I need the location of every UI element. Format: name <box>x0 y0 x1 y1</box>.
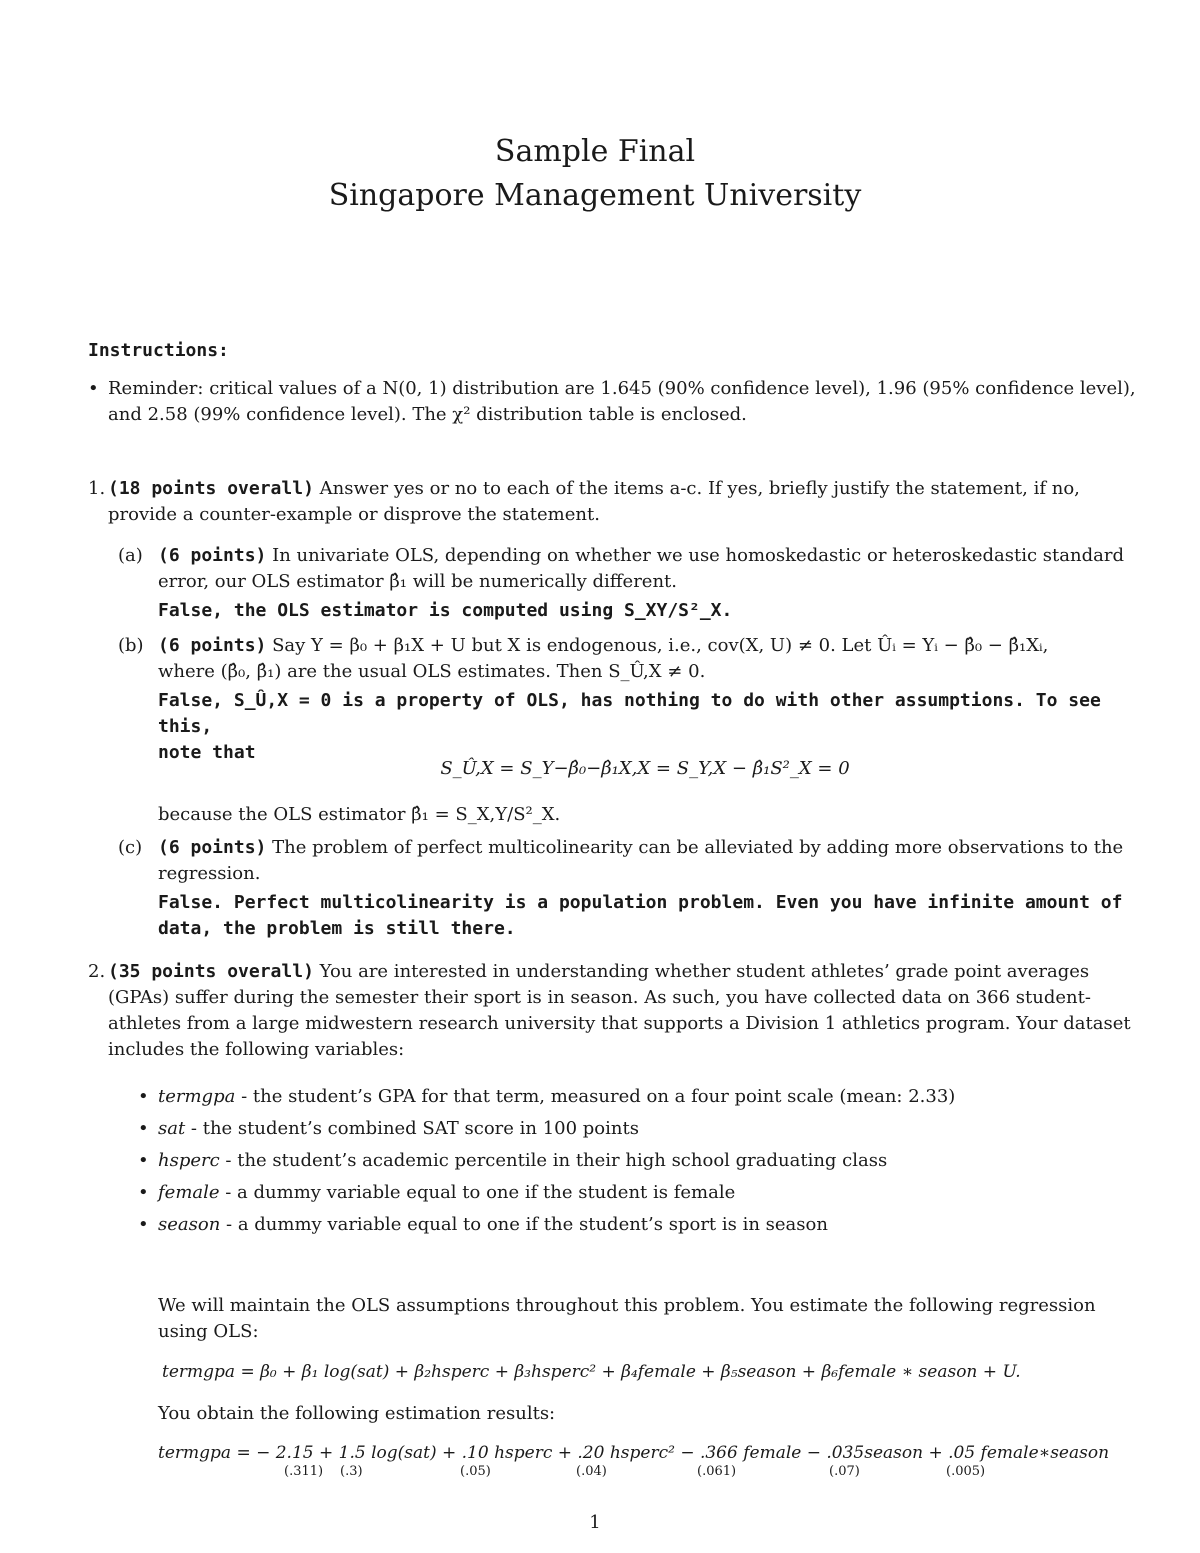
variable-desc: - the student’s GPA for that term, measured on a four point scale (mean: 2.33) <box>235 1086 956 1107</box>
instructions-line-1: Reminder: critical values of a N(0, 1) distribution are 1.645 (90% confidence level), 1.96 (95% confidence level), <box>108 378 1136 399</box>
q1b-equation: S_Û,X = S_Y−β̂₀−β̂₁X,X = S_Y,X − β̂₁S²_X = 0 <box>440 758 850 779</box>
q1-part-b <box>118 633 1138 763</box>
instructions-bullet <box>88 376 1138 428</box>
standard-error: (.311) <box>284 1464 324 1479</box>
q1c-label: (c) <box>118 837 143 858</box>
q1-part-a <box>118 543 1138 621</box>
q2-prompt-line-3: athletes from a large midwestern research university that supports a Division 1 athletics program. Your dataset <box>108 1013 1131 1034</box>
q1c-answer-line-1: False. Perfect multicolinearity is a population problem. Even you have infinite amount of <box>158 892 1123 913</box>
q1a-text-line-1: In univariate OLS, depending on whether we use homoskedastic or heteroskedastic standard <box>266 545 1124 566</box>
q1c-text-line-1: The problem of perfect multicolinearity can be alleviated by adding more observations to the <box>266 837 1124 858</box>
bullet-dot: • <box>138 1150 149 1171</box>
q1b-points: (6 points) <box>158 635 267 656</box>
standard-error: (.3) <box>340 1464 363 1479</box>
q1c-answer-line-2: data, the problem is still there. <box>158 918 516 939</box>
list-item <box>138 1180 1138 1212</box>
q1-part-c <box>118 835 1138 939</box>
q2-number: 2. <box>88 961 106 982</box>
question-2 <box>88 959 1138 1060</box>
instructions-heading: Instructions: <box>88 340 229 361</box>
bullet-dot: • <box>138 1118 149 1139</box>
instructions-line-2: and 2.58 (99% confidence level). The χ² distribution table is enclosed. <box>108 404 747 425</box>
standard-error: (.04) <box>576 1464 607 1479</box>
q1b-because: because the OLS estimator β̂₁ = S_X,Y/S²_X. <box>158 804 561 825</box>
bullet-dot: • <box>138 1086 149 1107</box>
variable-name: season <box>158 1214 221 1235</box>
q1b-answer-line-2: note that <box>158 742 256 763</box>
q1b-answer-line-1: False, S_Û,X = 0 is a property of OLS, has nothing to do with other assumptions. To see this, <box>158 690 1101 737</box>
list-item <box>138 1212 1138 1244</box>
maintain-line-1: We will maintain the OLS assumptions throughout this problem. You estimate the following regression <box>158 1295 1096 1316</box>
standard-error: (.07) <box>829 1464 860 1479</box>
variable-desc: - the student’s academic percentile in their high school graduating class <box>219 1150 888 1171</box>
q2-points: (35 points overall) <box>108 961 314 982</box>
list-item <box>138 1084 1138 1116</box>
page-number: 1 <box>589 1512 601 1533</box>
q1a-label: (a) <box>118 545 143 566</box>
standard-error: (.061) <box>697 1464 737 1479</box>
q1a-answer: False, the OLS estimator is computed using S_XY/S²_X. <box>158 600 733 621</box>
standard-error: (.05) <box>460 1464 491 1479</box>
maintain-assumptions <box>158 1293 1138 1345</box>
standard-error: (.005) <box>946 1464 986 1479</box>
q2-prompt-line-1: You are interested in understanding whether student athletes’ grade point averages <box>313 961 1090 982</box>
bullet-dot: • <box>138 1182 149 1203</box>
q1-prompt-line-2: provide a counter-example or disprove the statement. <box>108 504 600 525</box>
institution-name: Singapore Management University <box>328 178 862 213</box>
q1b-text-line-1: Say Y = β₀ + β₁X + U but X is endogenous, i.e., cov(X, U) ≠ 0. Let Ûᵢ = Yᵢ − β̂₀ − β̂₁Xᵢ, <box>266 635 1049 656</box>
variable-name: termgpa <box>158 1086 236 1107</box>
question-1 <box>88 476 1138 525</box>
variable-desc: - a dummy variable equal to one if the student is female <box>219 1182 736 1203</box>
q2-prompt-line-2: (GPAs) suffer during the semester their sport is in season. As such, you have collected data on 366 student- <box>108 987 1091 1008</box>
variable-name: sat <box>158 1118 186 1139</box>
estimated-equation: termgpa = − 2.15 + 1.5 log(sat) + .10 hsperc + .20 hsperc² − .366 female − .035season + .05 female∗season <box>158 1443 1110 1463</box>
maintain-line-2: using OLS: <box>158 1321 259 1342</box>
q1-prompt-line-1: Answer yes or no to each of the items a-c. If yes, briefly justify the statement, if no, <box>313 478 1080 499</box>
list-item <box>138 1116 1138 1148</box>
q1c-points: (6 points) <box>158 837 267 858</box>
q1-points: (18 points overall) <box>108 478 314 499</box>
regression-equation: termgpa = β₀ + β₁ log(sat) + β₂hsperc + β₃hsperc² + β₄female + β₅season + β₆female ∗ season + U. <box>162 1362 1021 1382</box>
list-item <box>138 1148 1138 1180</box>
q1c-text-line-2: regression. <box>158 863 261 884</box>
variable-desc: - the student’s combined SAT score in 100 points <box>185 1118 639 1139</box>
variable-list <box>138 1084 1138 1244</box>
variable-name: hsperc <box>158 1150 220 1171</box>
q1-number: 1. <box>88 478 106 499</box>
q1b-label: (b) <box>118 635 144 656</box>
bullet-dot: • <box>138 1214 149 1235</box>
q1b-text-line-2: where (β̂₀, β̂₁) are the usual OLS estimates. Then S_Û,X ≠ 0. <box>158 661 706 682</box>
document-title: Sample Final <box>494 134 696 169</box>
obtain-results: You obtain the following estimation results: <box>158 1403 556 1424</box>
q2-prompt-line-4: includes the following variables: <box>108 1039 405 1060</box>
variable-name: female <box>158 1182 220 1203</box>
variable-desc: - a dummy variable equal to one if the student’s sport is in season <box>220 1214 828 1235</box>
q1a-text-line-2: error, our OLS estimator β̂₁ will be numerically different. <box>158 571 678 592</box>
q1a-points: (6 points) <box>158 545 267 566</box>
bullet-dot: • <box>88 378 99 399</box>
